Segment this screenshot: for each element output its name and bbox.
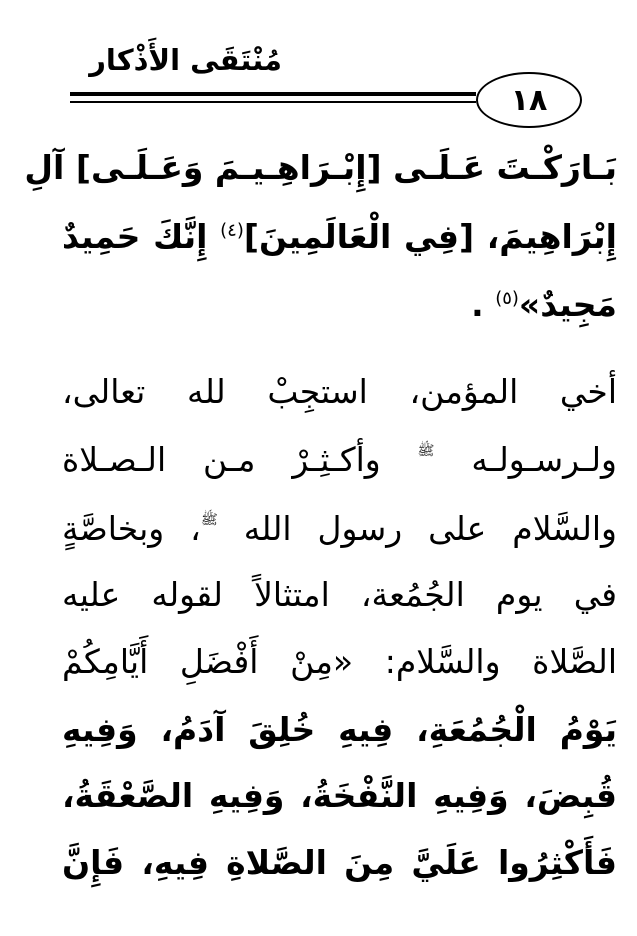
- running-title: مُنْتَقَى الأَذْكار: [89, 43, 282, 77]
- page-number: ١٨: [510, 82, 548, 118]
- page-number-oval: [476, 72, 582, 128]
- text-line-6: والسَّلام على رسول الله ﷺ، وبخاصَّةٍ: [62, 509, 617, 548]
- text-line-9: يَوْمُ الْجُمُعَةِ، فِيهِ خُلِقَ آدَمُ، وَفِيهِ: [62, 710, 617, 749]
- text-line-7: في يوم الجُمُعة، امتثالاً لقوله عليه: [62, 575, 617, 614]
- text-line-2: إِبْرَاهِيمَ، [فِي الْعَالَمِينَ]$^{(٤)}$ إِنَّكَ حَمِيدٌ: [62, 217, 617, 256]
- text-line-4: أخي المؤمن، استجِبْ لله تعالى،: [62, 372, 617, 411]
- honorific-symbol: ﷺ: [200, 512, 218, 528]
- text-line-8: الصَّلاة والسَّلام: «مِنْ أَفْضَلِ أَيَّامِكُمْ: [62, 642, 617, 681]
- honorific-symbol: ﷺ: [417, 443, 435, 459]
- footnote-ref-4: (٤): [220, 220, 244, 241]
- text-line-3: مَجِيدٌ»$^{(٥)}$ .: [471, 285, 617, 324]
- text-line-1: بَـارَكْـتَ عَـلَـى [إِبْـرَاهِـيـمَ وَعَـلَـى] آلِ: [24, 148, 617, 187]
- text-line-5: ولـرسـولـه ﷺ وأكـثِـرْ مـن الـصـلاة: [62, 440, 617, 479]
- header-rule-thick: [70, 92, 476, 96]
- text-line-11: فَأَكْثِرُوا عَلَيَّ مِنَ الصَّلاةِ فِيهِ، فَإِنَّ: [62, 843, 617, 882]
- header-rule-thin: [70, 101, 476, 103]
- text-line-10: قُبِضَ، وَفِيهِ النَّفْخَةُ، وَفِيهِ الصَّعْقَةُ،: [62, 776, 617, 815]
- footnote-ref-5: (٥): [495, 288, 519, 309]
